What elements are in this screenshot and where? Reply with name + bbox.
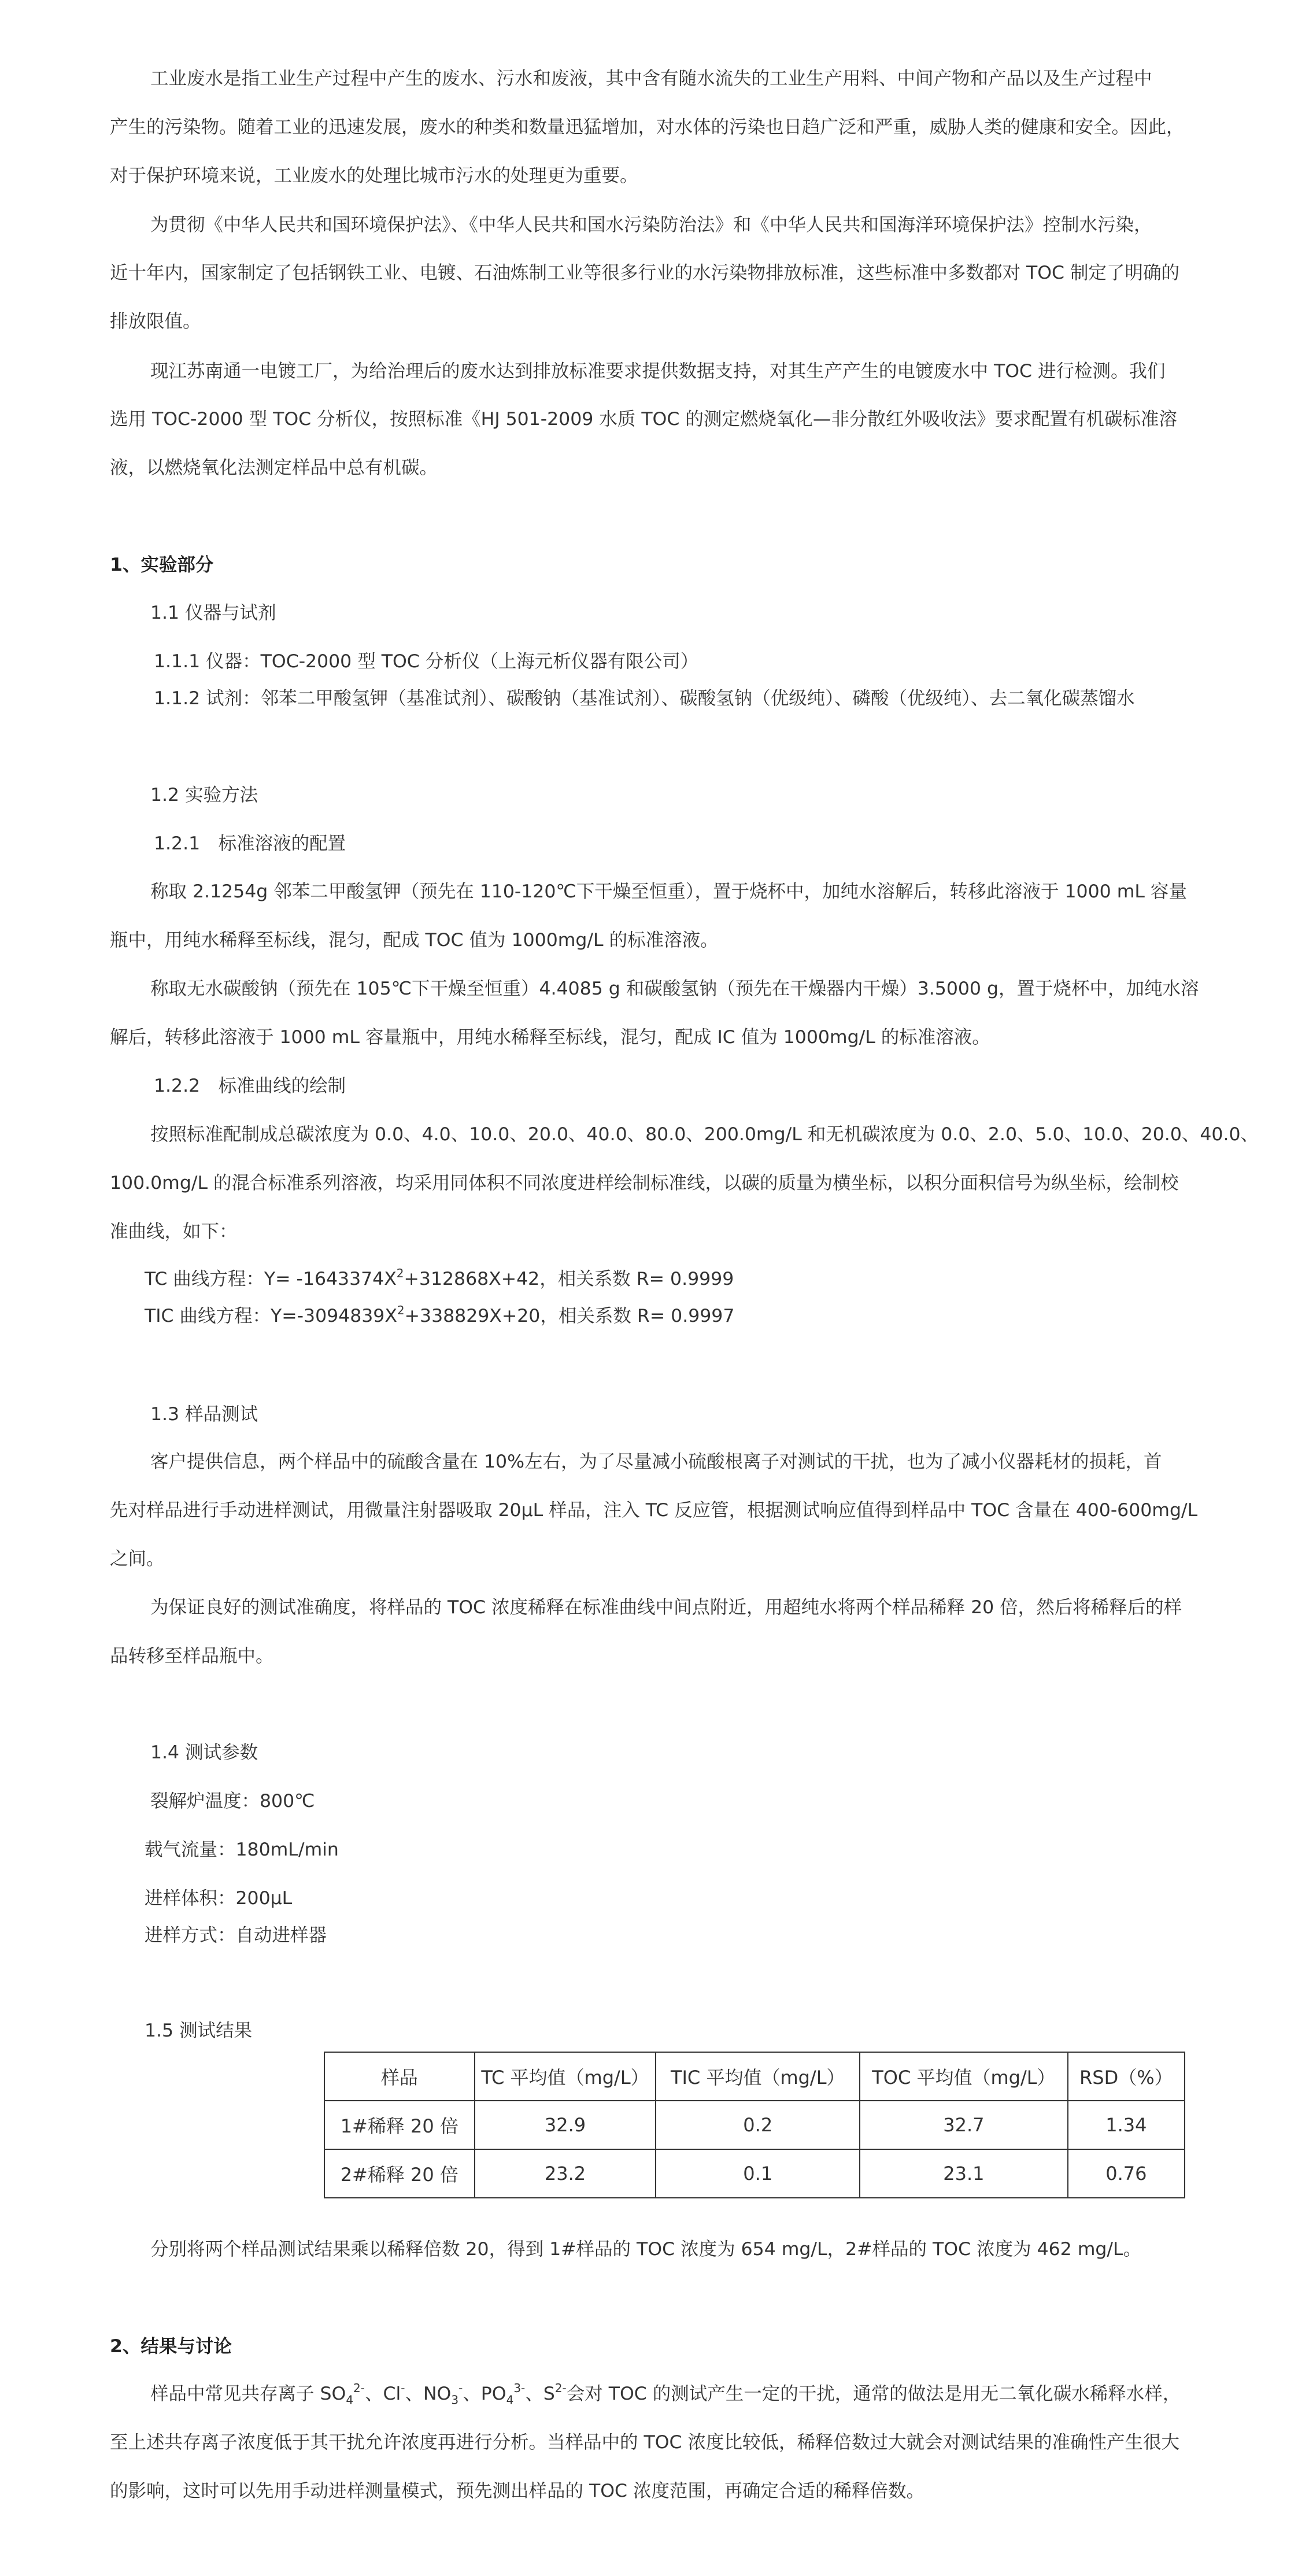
intro-p2-line-1: 为贯彻《中华人民共和国环境保护法》、《中华人民共和国水污染防治法》和《中华人民共和国海洋环境保护法》控制水污染，: [150, 215, 1152, 235]
table-cell: 32.7: [860, 2101, 1068, 2149]
param-carrier-flow: 载气流量：180mL/min: [145, 1839, 339, 1860]
s13-p1-line-3: 之间。: [110, 1548, 165, 1569]
table-cell: 1#稀释 20 倍: [324, 2101, 475, 2149]
s11-heading: 1.1 仪器与试剂: [150, 603, 276, 623]
table-header-cell: 样品: [324, 2052, 475, 2101]
intro-p1-line-2: 产生的污染物。随着工业的迅速发展，废水的种类和数量迅猛增加，对水体的污染也日趋广泛和严重，威胁人类的健康和安全。因此，: [110, 117, 1185, 138]
s13-p1-line-2: 先对样品进行手动进样测试，用微量注射器吸取 20μL 样品，注入 TC 反应管，根据测试响应值得到样品中 TOC 含量在 400-600mg/L: [110, 1500, 1198, 1521]
intro-p2-line-3: 排放限值。: [110, 311, 201, 332]
table-header-cell: RSD（%）: [1068, 2052, 1185, 2101]
section-2-heading: 2、结果与讨论: [110, 2336, 232, 2357]
tc-curve-equation: TC 曲线方程：$Y= -1643374X^2+312868X+42$，相关系数 R= 0.9999: [145, 1266, 734, 1289]
intro-p1-line-1: 工业废水是指工业生产过程中产生的废水、污水和废液，其中含有随水流失的工业生产用料、中间产物和产品以及生产过程中: [150, 68, 1152, 89]
section-2-line-2: 至上述共存离子浓度低于其干扰允许浓度再进行分析。当样品中的 TOC 浓度比较低，稀释倍数过大就会对测试结果的准确性产生很大: [110, 2432, 1180, 2453]
param-injection-mode: 进样方式：自动进样器: [145, 1925, 327, 1946]
table-header-cell: TOC 平均值（mg/L）: [860, 2052, 1068, 2101]
intro-p3-line-1: 现江苏南通一电镀工厂，为给治理后的废水达到排放标准要求提供数据支持，对其生产产生的电镀废水中 TOC 进行检测。我们: [150, 361, 1166, 382]
intro-p3-line-3: 液，以燃烧氧化法测定样品中总有机碳。: [110, 457, 438, 478]
tc-standard-line-1: 称取 2.1254g 邻苯二甲酸氢钾（预先在 110-120℃下干燥至恒重），置于烧杯中，加纯水溶解后，转移此溶液于 1000 mL 容量: [150, 881, 1187, 902]
table-header-cell: TIC 平均值（mg/L）: [656, 2052, 860, 2101]
table-row: [324, 2149, 1185, 2198]
results-conclusion: 分别将两个样品测试结果乘以稀释倍数 20，得到 1#样品的 TOC 浓度为 654 mg/L，2#样品的 TOC 浓度为 462 mg/L。: [150, 2239, 1142, 2260]
results-table: [324, 2052, 1185, 2198]
intro-p1-line-3: 对于保护环境来说，工业废水的处理比城市污水的处理更为重要。: [110, 165, 638, 186]
intro-p3-line-2: 选用 TOC-2000 型 TOC 分析仪，按照标准《HJ 501-2009 水质 TOC 的测定燃烧氧化—非分散红外吸收法》要求配置有机碳标准溶: [110, 409, 1177, 430]
table-row: [324, 2101, 1185, 2149]
ic-standard-line-1: 称取无水碳酸钠（预先在 105℃下干燥至恒重）4.4085 g 和碳酸氢钠（预先在干燥器内干燥）3.5000 g，置于烧杯中，加纯水溶: [150, 978, 1199, 999]
table-cell: 23.2: [475, 2149, 656, 2198]
s121-heading: 1.2.1 标准溶液的配置: [154, 833, 346, 854]
table-header-row: [324, 2052, 1185, 2101]
ic-standard-line-2: 解后，转移此溶液于 1000 mL 容量瓶中，用纯水稀释至标线，混匀，配成 IC 值为 1000mg/L 的标准溶液。: [110, 1027, 990, 1048]
table-header-cell: TC 平均值（mg/L）: [475, 2052, 656, 2101]
curve-text-line-2: 100.0mg/L 的混合标准系列溶液，均采用同体积不同浓度进样绘制标准线，以碳的质量为横坐标，以积分面积信号为纵坐标，绘制校: [110, 1173, 1179, 1193]
tc-standard-line-2: 瓶中，用纯水稀释至标线，混匀，配成 TOC 值为 1000mg/L 的标准溶液。: [110, 930, 719, 951]
s14-heading: 1.4 测试参数: [150, 1742, 258, 1763]
table-cell: 32.9: [475, 2101, 656, 2149]
section-2-line-1: 样品中常见共存离子 $SO_4^{2-}$、Cl-、$NO_3^-$、$PO_4^{3-}$、$S^{2-}$会对 TOC 的测试产生一定的干扰，通常的做法是用无二氧化碳水稀释水样，: [150, 2381, 1181, 2407]
s15-heading: 1.5 测试结果: [145, 2020, 253, 2041]
s122-heading: 1.2.2 标准曲线的绘制: [154, 1076, 346, 1096]
curve-text-line-1: 按照标准配制成总碳浓度为 0.0、4.0、10.0、20.0、40.0、80.0、200.0mg/L 和无机碳浓度为 0.0、2.0、5.0、10.0、20.0、40.0、: [150, 1124, 1259, 1145]
s11-instrument: 1.1.1 仪器：TOC-2000 型 TOC 分析仪（上海元析仪器有限公司）: [154, 651, 699, 672]
curve-text-line-3: 准曲线，如下：: [110, 1221, 238, 1242]
s13-heading: 1.3 样品测试: [150, 1404, 258, 1425]
s11-reagents: 1.1.2 试剂：邻苯二甲酸氢钾（基准试剂）、碳酸钠（基准试剂）、碳酸氢钠（优级纯）、磷酸（优级纯）、去二氧化碳蒸馏水: [154, 688, 1135, 709]
s12-heading: 1.2 实验方法: [150, 785, 258, 805]
section-1-heading: 1、实验部分: [110, 555, 214, 575]
table-cell: 2#稀释 20 倍: [324, 2149, 475, 2198]
intro-p2-line-2: 近十年内，国家制定了包括钢铁工业、电镀、石油炼制工业等很多行业的水污染物排放标准，这些标准中多数都对 TOC 制定了明确的: [110, 263, 1180, 283]
table-cell: 0.1: [656, 2149, 860, 2198]
param-furnace-temp: 裂解炉温度：800℃: [150, 1791, 315, 1812]
s13-p2-line-2: 品转移至样品瓶中。: [110, 1646, 274, 1666]
table-cell: 0.2: [656, 2101, 860, 2149]
param-injection-volume: 进样体积：200μL: [145, 1888, 293, 1909]
table-cell: 0.76: [1068, 2149, 1185, 2198]
table-cell: 23.1: [860, 2149, 1068, 2198]
table-cell: 1.34: [1068, 2101, 1185, 2149]
s13-p1-line-1: 客户提供信息，两个样品中的硫酸含量在 10%左右，为了尽量减小硫酸根离子对测试的干扰，也为了减小仪器耗材的损耗，首: [150, 1451, 1162, 1472]
section-2-line-3: 的影响，这时可以先用手动进样测量模式，预先测出样品的 TOC 浓度范围，再确定合适的稀释倍数。: [110, 2481, 925, 2501]
s13-p2-line-1: 为保证良好的测试准确度，将样品的 TOC 浓度稀释在标准曲线中间点附近，用超纯水将两个样品稀释 20 倍，然后将稀释后的样: [150, 1597, 1182, 1618]
tic-curve-equation: TIC 曲线方程：$Y=-3094839X^2+338829X+20$，相关系数 R= 0.9997: [145, 1303, 735, 1326]
